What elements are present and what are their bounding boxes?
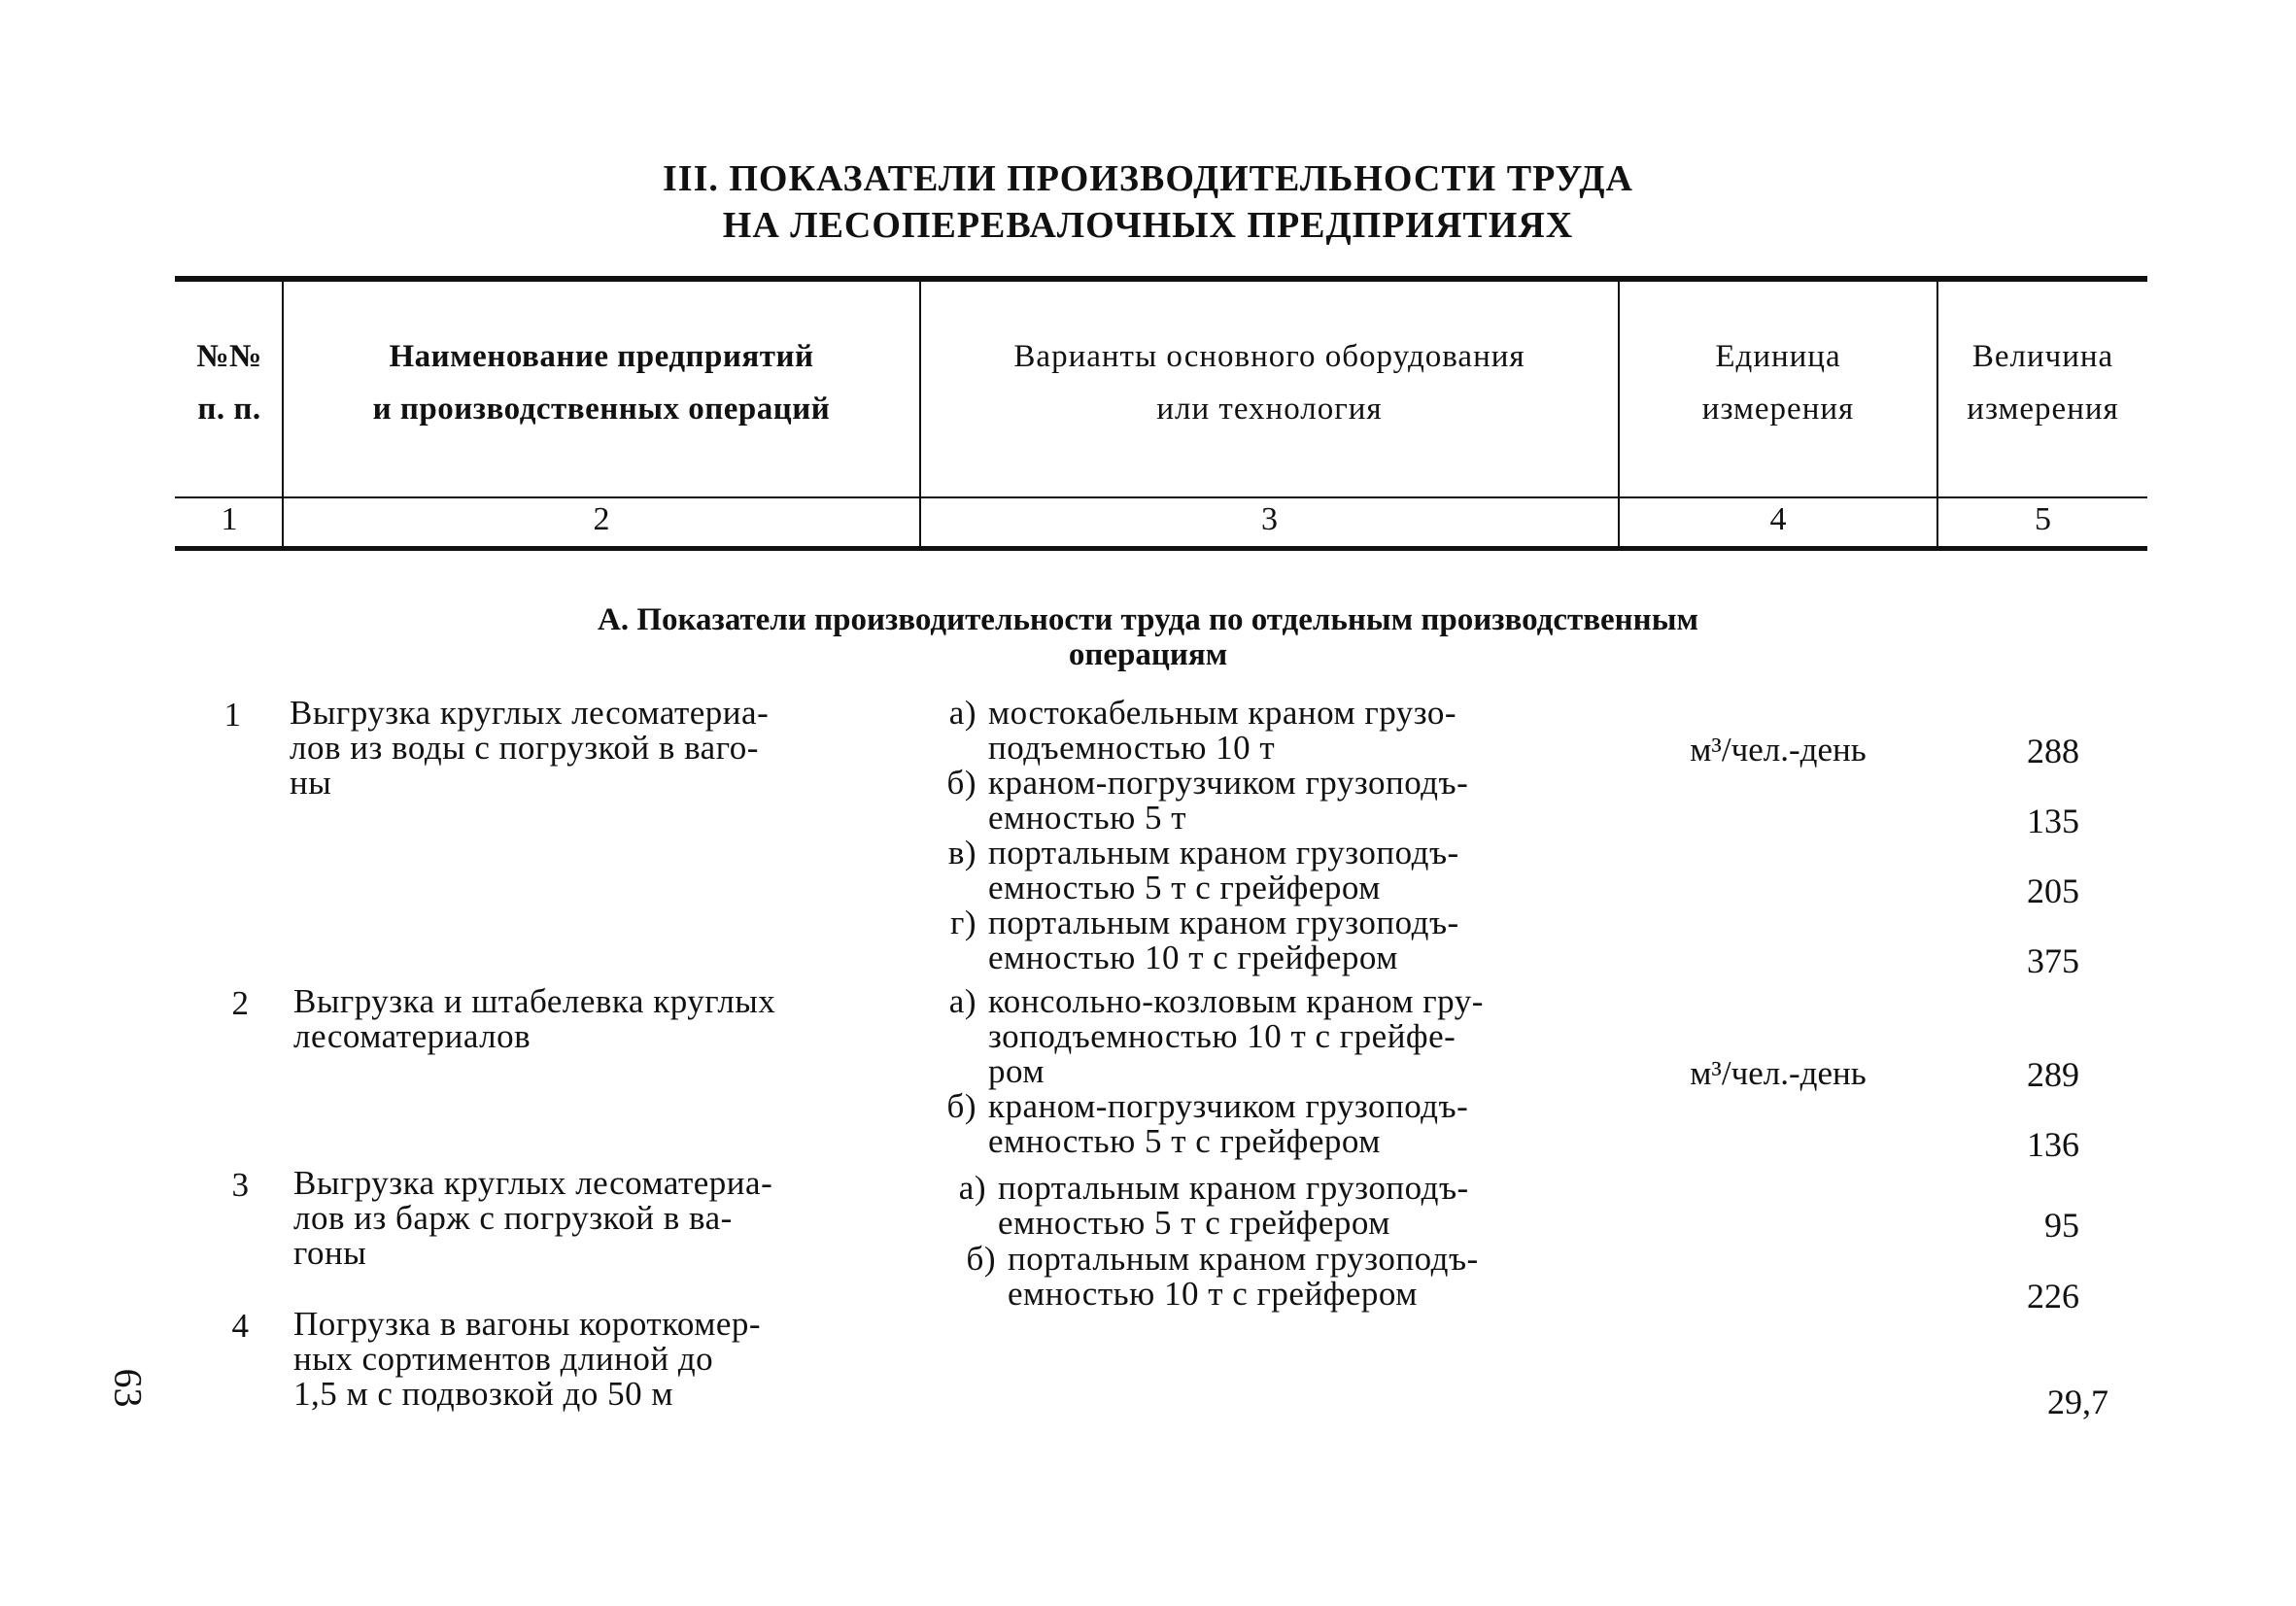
row-1-value-b: 135	[2027, 802, 2079, 840]
row-2-number: 2	[231, 984, 249, 1022]
row-3-value-b: 226	[2027, 1277, 2079, 1316]
row-2-unit: м³/чел.-день	[1690, 1054, 1867, 1092]
header-col2-line2: и производственных операций	[372, 392, 831, 427]
variant-label: а)	[948, 694, 977, 732]
row-4-number: 4	[231, 1307, 249, 1345]
row-3-value-a: 95	[2044, 1206, 2079, 1245]
table-header-rule	[175, 496, 2147, 498]
column-number-5: 5	[2035, 501, 2051, 537]
page-number: 63	[106, 1368, 151, 1408]
header-col3-line2: или технология	[1156, 392, 1383, 427]
row-1-operation-name: Выгрузка круглых лесоматериа- лов из воды с погрузкой в ваго- ны	[290, 694, 770, 802]
column-number-3: 3	[1261, 501, 1278, 537]
column-number-2: 2	[593, 501, 610, 537]
header-col2	[284, 330, 919, 435]
variant-text: портальным краном грузоподъ- емностью 10 т с грейфером	[1008, 1240, 1479, 1313]
table-bottom-rule	[175, 546, 2147, 551]
variant-text: портальным краном грузоподъ- емностью 5 т с грейфером	[988, 834, 1459, 906]
variant-label: в)	[947, 834, 977, 871]
variant-label: б)	[946, 1087, 977, 1125]
header-col2-line1: Наименование предприятий	[389, 339, 814, 374]
section-heading-line2: операциям	[1068, 637, 1228, 672]
header-col1	[177, 330, 282, 435]
variant-text: портальным краном грузоподъ- емностью 10 т с грейфером	[988, 904, 1459, 976]
header-col4-line1: Единица	[1715, 339, 1841, 374]
header-col3-line1: Варианты основного оборудования	[1013, 339, 1525, 374]
column-number-1: 1	[221, 501, 238, 537]
row-2-variant-a	[938, 984, 1598, 1089]
row-4-value: 29,7	[2047, 1383, 2108, 1421]
page-title-line2: НА ЛЕСОПЕРЕВАЛОЧНЫХ ПРЕДПРИЯТИЯХ	[722, 205, 1574, 246]
header-col5	[1938, 330, 2147, 435]
row-3-number: 3	[231, 1166, 249, 1204]
row-3-variant-b	[957, 1242, 1618, 1312]
header-col3	[921, 330, 1618, 435]
variant-text: мостокабельным краном грузо- подъемностью 10 т	[988, 694, 1457, 767]
variant-label: а)	[948, 982, 977, 1020]
section-heading-line1: А. Показатели производительности труда по отдельным производственным	[598, 602, 1698, 637]
variant-label: б)	[946, 764, 977, 802]
header-col1-line1: №№	[196, 339, 262, 374]
row-3-operation-name: Выгрузка круглых лесоматериа- лов из барж с погрузкой в ва- гоны	[293, 1164, 773, 1272]
header-col5-line1: Величина	[1971, 339, 2114, 374]
header-col4-line2: измерения	[1701, 392, 1855, 427]
column-number-4: 4	[1769, 501, 1787, 537]
row-2-value-b: 136	[2027, 1125, 2079, 1164]
row-2-operation-name: Выгрузка и штабелевка круглых лесоматериалов	[293, 982, 776, 1055]
variant-text: портальным краном грузоподъ- емностью 5 т с грейфером	[998, 1169, 1469, 1242]
variant-text: консольно-козловым краном гру- зоподъемностью 10 т с грейфе- ром	[988, 982, 1484, 1090]
row-2-variant-b	[938, 1089, 1598, 1159]
row-2-value-a: 289	[2027, 1055, 2079, 1094]
row-1-variant-a	[938, 696, 1598, 766]
row-1-variant-g	[938, 906, 1598, 975]
variant-text: краном-погрузчиком грузоподъ- емностью 5 т с грейфером	[988, 1087, 1469, 1160]
page-title-line1: III. ПОКАЗАТЕЛИ ПРОИЗВОДИТЕЛЬНОСТИ ТРУДА	[663, 158, 1633, 199]
row-1-value-a: 288	[2027, 732, 2079, 770]
row-3-variant-a	[947, 1171, 1608, 1241]
variant-label: а)	[958, 1169, 986, 1207]
row-4-operation-name: Погрузка в вагоны короткомер- ных сортиментов длиной до 1,5 м с подвозкой до 50 м	[293, 1305, 762, 1413]
row-1-value-v: 205	[2027, 871, 2079, 910]
variant-label: г)	[949, 904, 977, 941]
row-1-value-g: 375	[2027, 941, 2079, 980]
variant-label: б)	[966, 1240, 996, 1278]
row-1-variant-v	[938, 836, 1598, 906]
row-1-variant-b	[938, 766, 1598, 836]
row-1-unit: м³/чел.-день	[1690, 731, 1867, 769]
header-col4	[1620, 330, 1936, 435]
table-top-rule	[175, 276, 2147, 282]
header-col1-line2: п. п.	[197, 392, 261, 427]
header-col5-line2: измерения	[1967, 392, 2119, 427]
row-1-number: 1	[223, 696, 241, 734]
variant-text: краном-погрузчиком грузоподъ- емностью 5 т	[988, 764, 1469, 837]
